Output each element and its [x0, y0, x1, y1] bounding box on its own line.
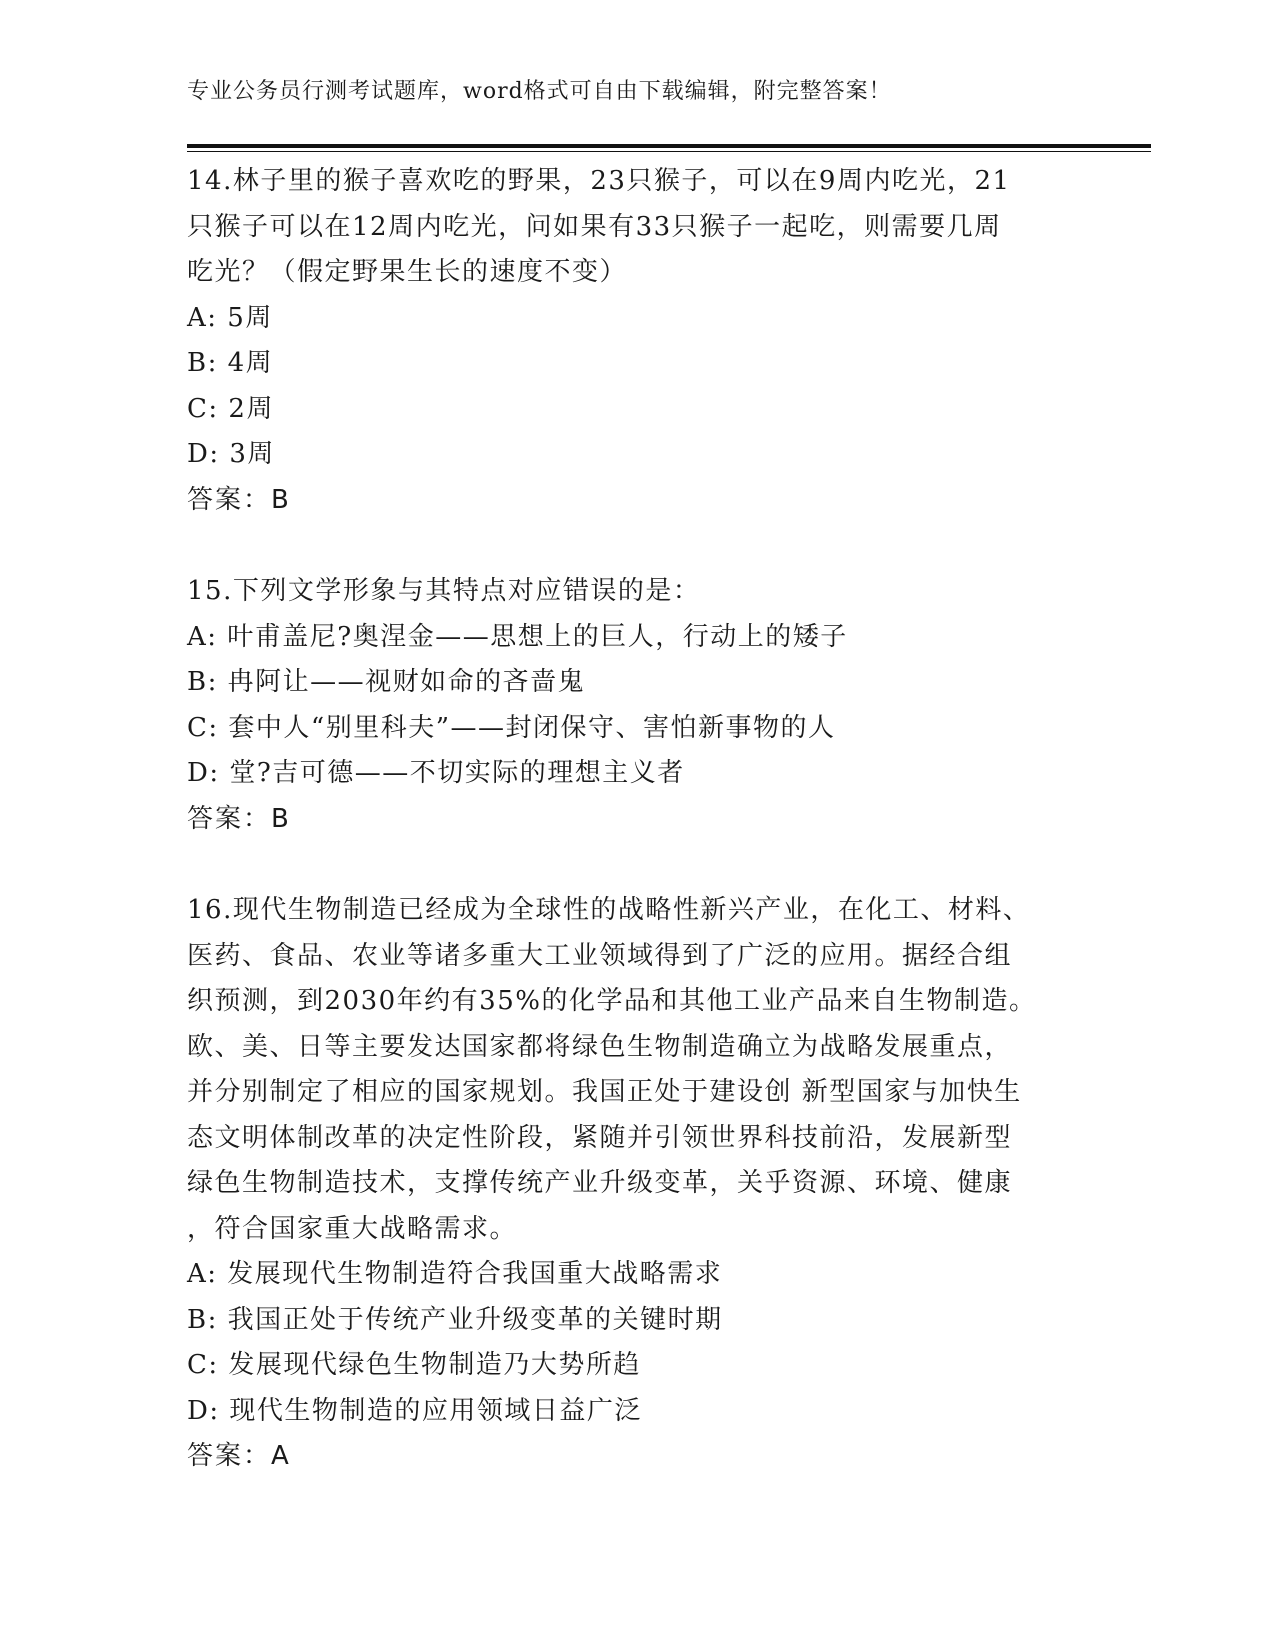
question-stem-line: 16.现代生物制造已经成为全球性的战略性新兴产业，在化工、材料、 [187, 895, 1031, 925]
option-a: A: 发展现代生物制造符合我国重大战略需求 [187, 1259, 723, 1289]
question-stem-line: 只猴子可以在12周内吃光，问如果有33只猴子一起吃，则需要几周 [187, 211, 1002, 242]
question-stem-line: 医药、食品、农业等诸多重大工业领域得到了广泛的应用。据经合组 [187, 940, 1013, 971]
question-stem-line: 并分别制定了相应的国家规划。我国正处于建设创 新型国家与加快生 [187, 1077, 1022, 1107]
option-b: B: 我国正处于传统产业升级变革的关键时期 [187, 1304, 723, 1335]
question-stem-line: 14.林子里的猴子喜欢吃的野果，23只猴子，可以在9周内吃光，21 [187, 166, 1011, 196]
option-a: A: 5周 [187, 302, 273, 333]
question-stem-line: ，符合国家重大战略需求。 [187, 1213, 518, 1244]
page-header: 专业公务员行测考试题库，word格式可自由下载编辑，附完整答案！ [187, 79, 892, 104]
question-stem-line: 织预测，到2030年约有35%的化学品和其他工业产品来自生物制造。 [187, 986, 1037, 1016]
option-c: C: 套中人“别里科夫”——封闭保守、害怕新事物的人 [187, 712, 836, 743]
question-stem-line: 15.下列文学形象与其特点对应错误的是： [187, 576, 701, 606]
answer-line: 答案：B [187, 803, 291, 834]
question-14 [187, 159, 1087, 523]
option-c: C: 2周 [187, 393, 274, 424]
option-d: D: 堂?吉可德——不切实际的理想主义者 [187, 758, 685, 788]
question-stem-line: 绿色生物制造技术，支撑传统产业升级变革，关乎资源、环境、健康 [187, 1168, 1013, 1198]
header-rule-thin [187, 151, 1151, 152]
option-b: B: 4周 [187, 348, 274, 378]
answer-line: 答案：A [187, 1441, 291, 1471]
option-d: D: 3周 [187, 439, 275, 469]
option-a: A: 叶甫盖尼?奥涅金——思想上的巨人，行动上的矮子 [187, 621, 848, 652]
header-rule-thick [187, 144, 1151, 148]
answer-line: 答案：B [187, 484, 291, 515]
question-16 [187, 888, 1087, 1480]
question-list [187, 159, 1087, 1480]
option-b: B: 冉阿让——视财如命的吝啬鬼 [187, 667, 586, 697]
option-d: D: 现代生物制造的应用领域日益广泛 [187, 1395, 642, 1426]
question-stem-line: 吃光？（假定野果生长的速度不变） [187, 257, 628, 287]
question-stem-line: 态文明体制改革的决定性阶段，紧随并引领世界科技前沿，发展新型 [187, 1122, 1013, 1153]
question-stem-line: 欧、美、日等主要发达国家都将绿色生物制造确立为战略发展重点， [187, 1031, 1013, 1062]
question-15 [187, 569, 1087, 842]
option-c: C: 发展现代绿色生物制造乃大势所趋 [187, 1350, 641, 1380]
